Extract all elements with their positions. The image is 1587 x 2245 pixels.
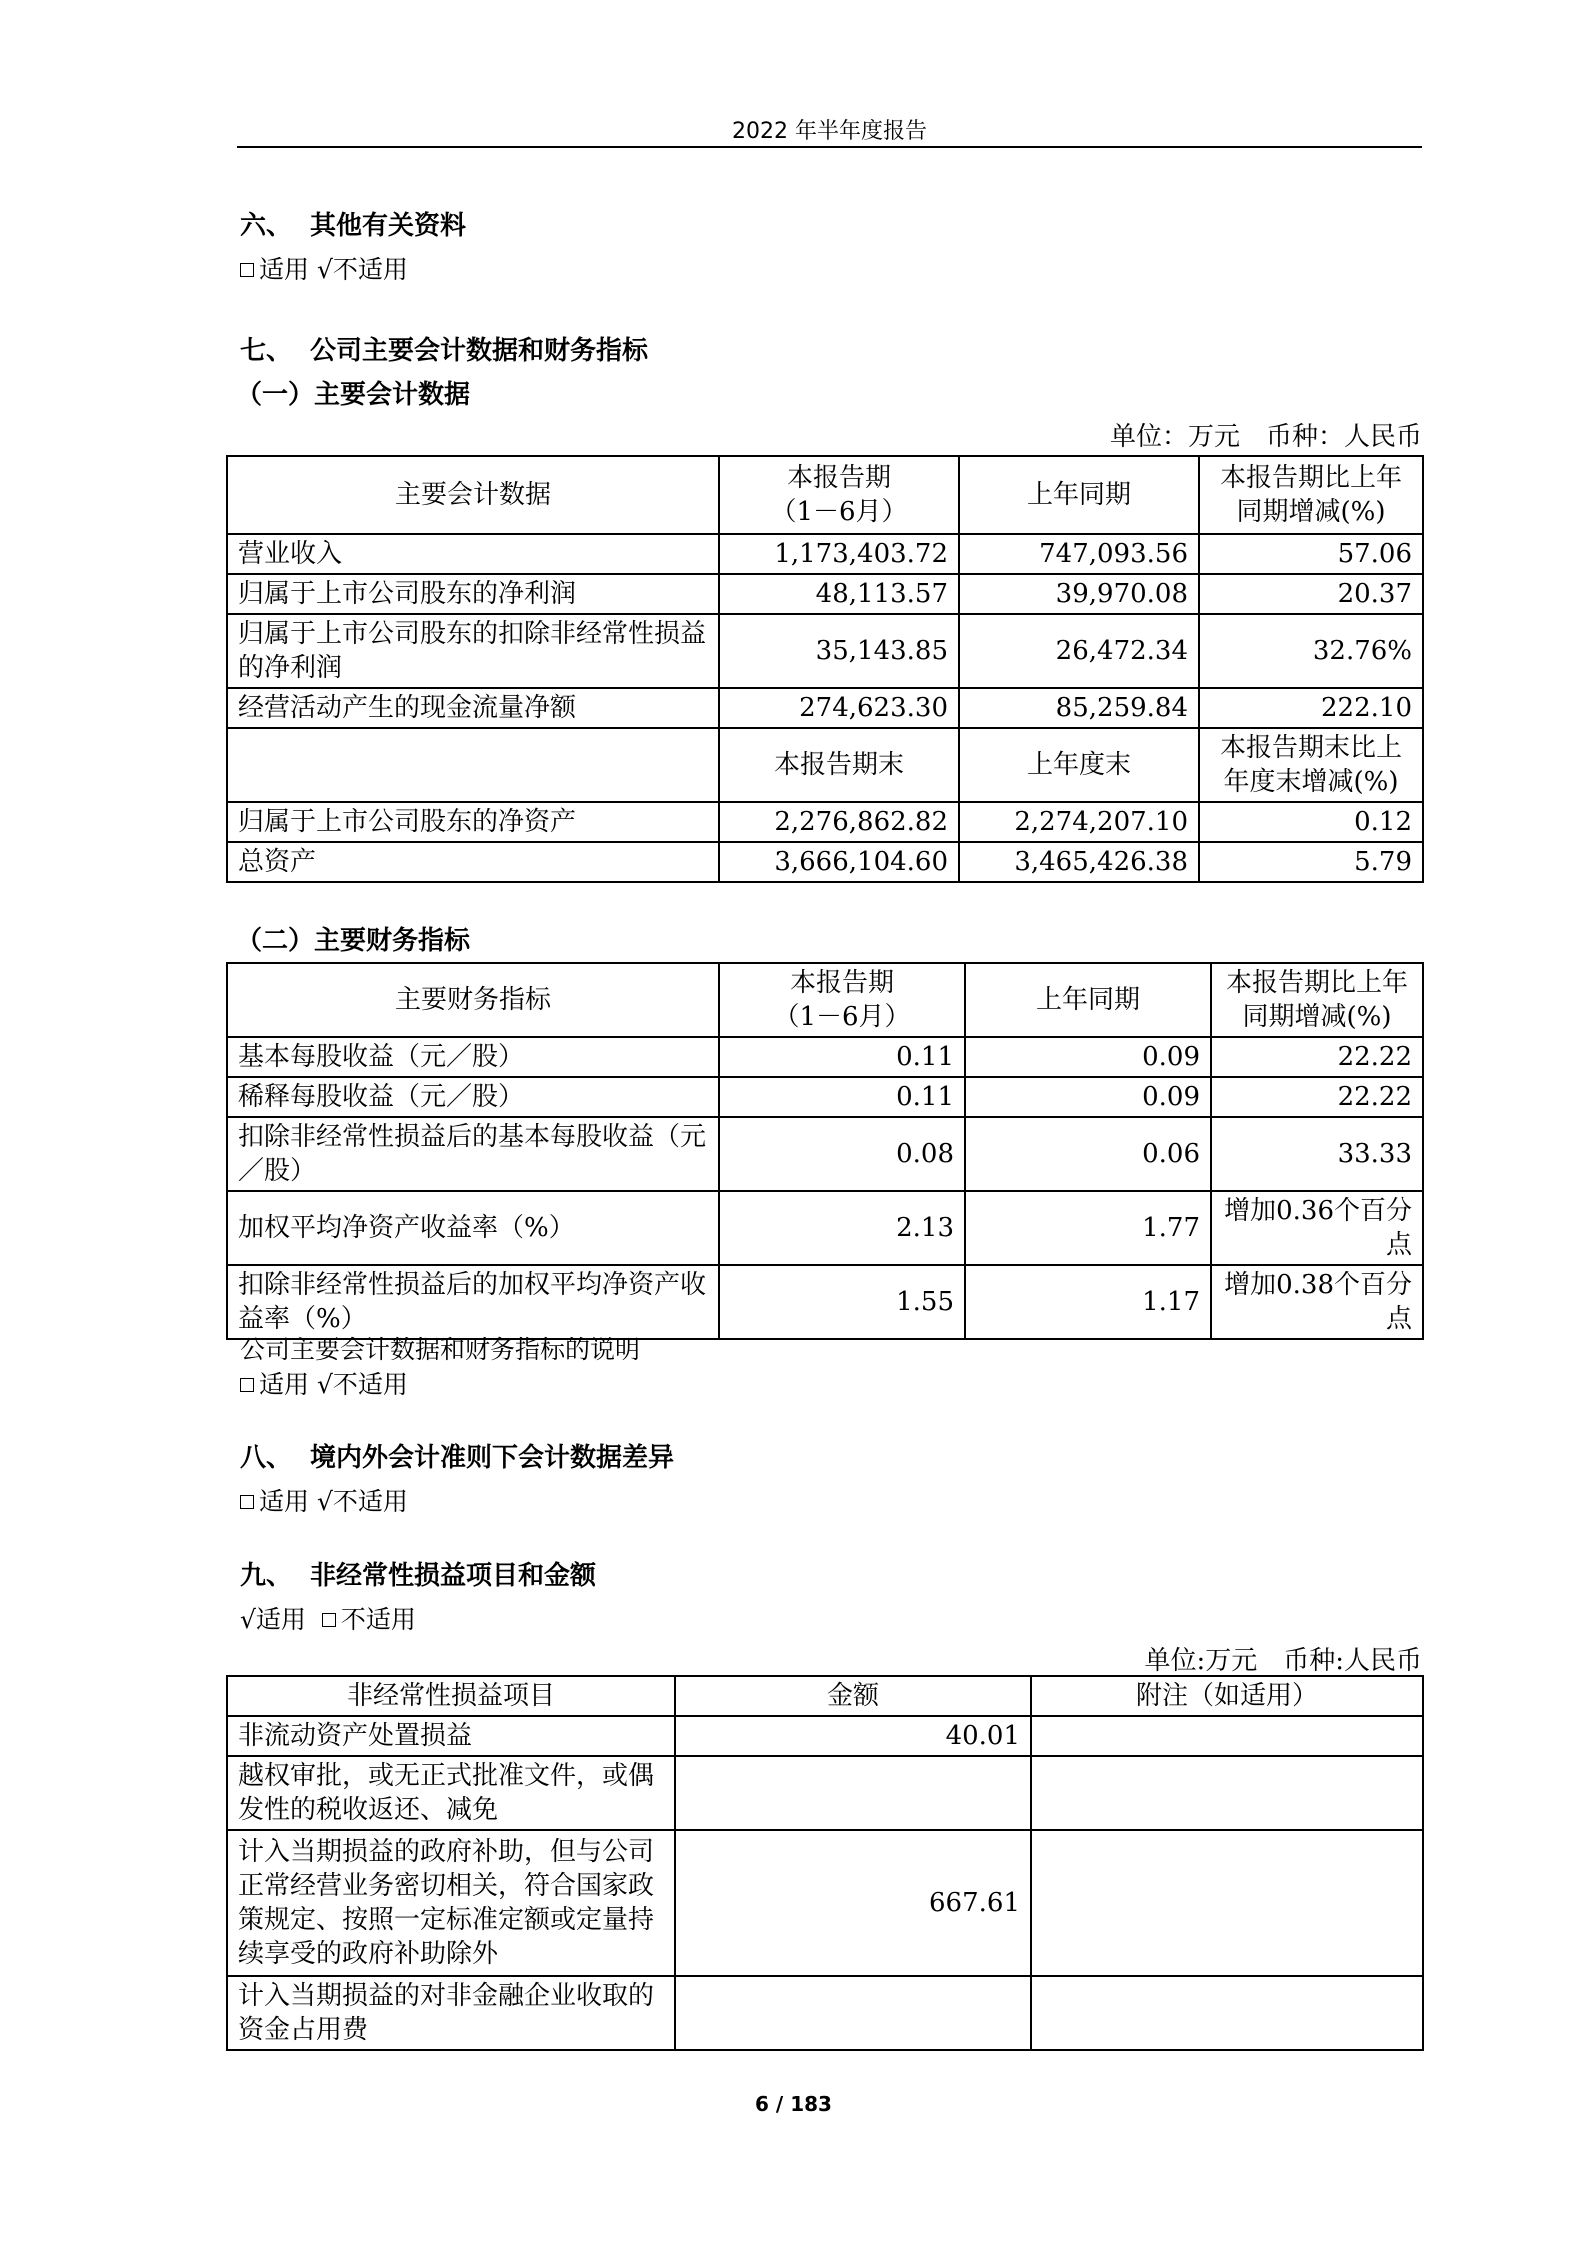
table-cell [1031,1756,1423,1830]
table-cell: 39,970.08 [959,574,1199,614]
table-cell: 0.08 [719,1117,965,1191]
table3-unit: 单位:万元 币种:人民币 [1144,1646,1422,1676]
table-header-cell: 本报告期末 [719,728,959,802]
table-header-cell: 上年同期 [959,456,1199,534]
header-divider [237,146,1422,148]
table-cell: 0.06 [965,1117,1211,1191]
table-cell: 扣除非经常性损益后的加权平均净资产收益率（%） [227,1265,719,1339]
section-6-number: 六、 [240,211,293,241]
section-7-title: 公司主要会计数据和财务指标 [310,336,649,366]
table-row [227,614,1423,688]
main-accounting-data-table [226,455,1424,883]
table-cell: 0.12 [1199,802,1423,842]
table-cell: 667.61 [675,1830,1031,1976]
table-cell: 0.09 [965,1037,1211,1077]
main-financial-indicators-table [226,962,1424,1340]
table-cell: 0.11 [719,1037,965,1077]
table-header-row [227,456,1423,534]
table-cell: 20.37 [1199,574,1423,614]
table-cell: 3,666,104.60 [719,842,959,882]
table-cell: 加权平均净资产收益率（%） [227,1191,719,1265]
table-cell: 5.79 [1199,842,1423,882]
section-9-applicability: √适用 不适用 [240,1605,416,1634]
checkbox-icon [322,1613,336,1627]
table-header-row [227,1676,1423,1716]
table-row [227,534,1423,574]
table-header-cell: 附注（如适用） [1031,1676,1423,1716]
table-header-cell: 本报告期 （1－6月） [719,456,959,534]
table-row [227,688,1423,728]
table-cell: 48,113.57 [719,574,959,614]
checkbox-icon [240,1378,254,1392]
table-row [227,1037,1423,1077]
table-row [227,574,1423,614]
table-cell: 归属于上市公司股东的扣除非经常性损益的净利润 [227,614,719,688]
table-cell: 稀释每股收益（元／股） [227,1077,719,1117]
table-cell: 增加0.36个百分点 [1211,1191,1423,1265]
table-cell: 1.77 [965,1191,1211,1265]
table-header-cell: 上年度末 [959,728,1199,802]
section-7-heading [240,330,648,367]
table-cell: 总资产 [227,842,719,882]
table-row [227,802,1423,842]
table-row [227,1117,1423,1191]
indicators-note-applicability: 适用 √不适用 [240,1365,408,1401]
table-cell: 2,274,207.10 [959,802,1199,842]
table-cell: 40.01 [675,1716,1031,1756]
table-cell: 计入当期损益的政府补助，但与公司正常经营业务密切相关，符合国家政策规定、按照一定标准定额或定量持续享受的政府补助除外 [227,1830,675,1976]
table-row [227,1191,1423,1265]
table-cell: 1.17 [965,1265,1211,1339]
checkbox-icon [240,263,254,277]
section-8-number: 八、 [240,1443,293,1473]
table-cell: 3,465,426.38 [959,842,1199,882]
section-9-heading [240,1555,596,1592]
table-header-cell: 上年同期 [965,963,1211,1037]
section-8-heading [240,1437,674,1474]
page-number: 6 / 183 [755,2092,832,2116]
table-cell: 计入当期损益的对非金融企业收取的资金占用费 [227,1976,675,2050]
table-cell: 57.06 [1199,534,1423,574]
table-cell: 222.10 [1199,688,1423,728]
table-cell: 35,143.85 [719,614,959,688]
table-cell: 32.76% [1199,614,1423,688]
table-header-cell: 主要会计数据 [227,456,719,534]
section-6-title: 其他有关资料 [310,211,467,241]
table-row [227,1716,1423,1756]
table-cell: 2.13 [719,1191,965,1265]
table-cell: 22.22 [1211,1037,1423,1077]
table-cell: 营业收入 [227,534,719,574]
non-recurring-items-table [226,1675,1424,2051]
indicators-note: 公司主要会计数据和财务指标的说明 [240,1335,641,1364]
table-cell: 26,472.34 [959,614,1199,688]
table-cell: 扣除非经常性损益后的基本每股收益（元／股） [227,1117,719,1191]
report-header-title: 2022 年半年度报告 [732,119,927,144]
table1-unit: 单位：万元 币种：人民币 [1109,422,1422,452]
checkbox-icon [240,1495,254,1509]
table-cell: 归属于上市公司股东的净资产 [227,802,719,842]
section-7-sub1: （一）主要会计数据 [236,380,471,410]
table-cell: 经营活动产生的现金流量净额 [227,688,719,728]
table-cell: 22.22 [1211,1077,1423,1117]
table-row [227,1830,1423,1976]
table-cell: 747,093.56 [959,534,1199,574]
table-cell: 85,259.84 [959,688,1199,728]
table-header-row [227,963,1423,1037]
table-header-cell: 金额 [675,1676,1031,1716]
table-row [227,1265,1423,1339]
section-9-title: 非经常性损益项目和金额 [310,1561,597,1591]
table-header-cell: 本报告期比上年同期增减(%) [1199,456,1423,534]
table-cell: 0.11 [719,1077,965,1117]
section-8-title: 境内外会计准则下会计数据差异 [310,1443,675,1473]
table-header-cell: 本报告期比上年同期增减(%) [1211,963,1423,1037]
table-cell: 0.09 [965,1077,1211,1117]
table-cell [1031,1716,1423,1756]
table-row [227,1756,1423,1830]
table-header-row [227,728,1423,802]
table-cell: 1.55 [719,1265,965,1339]
section-9-number: 九、 [240,1561,293,1591]
table-cell [1031,1830,1423,1976]
table-cell: 1,173,403.72 [719,534,959,574]
table-cell: 2,276,862.82 [719,802,959,842]
table-header-cell: 非经常性损益项目 [227,1676,675,1716]
table-cell: 基本每股收益（元／股） [227,1037,719,1077]
table-cell [675,1976,1031,2050]
table-cell: 归属于上市公司股东的净利润 [227,574,719,614]
section-7-sub2: （二）主要财务指标 [236,926,471,956]
table-row [227,842,1423,882]
table-cell: 越权审批，或无正式批准文件，或偶发性的税收返还、减免 [227,1756,675,1830]
table-cell: 274,623.30 [719,688,959,728]
table-cell: 增加0.38个百分点 [1211,1265,1423,1339]
section-6-heading [240,205,466,242]
table-header-cell: 本报告期 （1－6月） [719,963,965,1037]
table-cell: 33.33 [1211,1117,1423,1191]
table-row [227,1077,1423,1117]
table-cell [1031,1976,1423,2050]
section-7-number: 七、 [240,336,293,366]
table-row [227,1976,1423,2050]
section-8-applicability: 适用 √不适用 [240,1482,408,1518]
table-header-cell [227,728,719,802]
table-header-cell: 本报告期末比上年度末增减(%) [1199,728,1423,802]
table-cell: 非流动资产处置损益 [227,1716,675,1756]
table-cell [675,1756,1031,1830]
table-header-cell: 主要财务指标 [227,963,719,1037]
section-6-applicability: 适用 √不适用 [240,250,408,286]
